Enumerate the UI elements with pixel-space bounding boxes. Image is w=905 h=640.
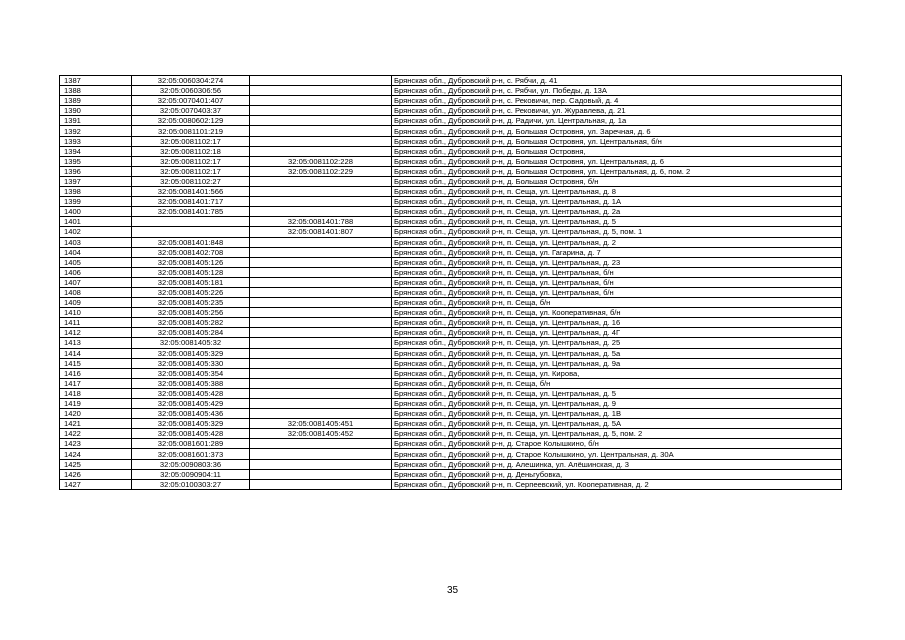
row-number-cell: 1401 — [60, 217, 132, 227]
related-cadastral-number-cell — [250, 409, 392, 419]
cadastral-number-cell: 32:05:0081405:282 — [132, 318, 250, 328]
address-cell: Брянская обл., Дубровский р-н, п. Сеща, ул. Центральная, д. 2а — [392, 207, 842, 217]
address-cell: Брянская обл., Дубровский р-н, п. Сеща, ул. Центральная, б/н — [392, 277, 842, 287]
table-row — [60, 126, 842, 136]
cadastral-number-cell: 32:05:0090803:36 — [132, 459, 250, 469]
cadastral-number-cell: 32:05:0081405:388 — [132, 378, 250, 388]
row-number-cell: 1406 — [60, 267, 132, 277]
table-row — [60, 338, 842, 348]
cadastral-number-cell: 32:05:0060304:274 — [132, 76, 250, 86]
related-cadastral-number-cell — [250, 439, 392, 449]
table-row — [60, 76, 842, 86]
table-row — [60, 469, 842, 479]
row-number-cell: 1420 — [60, 409, 132, 419]
row-number-cell: 1388 — [60, 86, 132, 96]
related-cadastral-number-cell: 32:05:0081405:452 — [250, 429, 392, 439]
related-cadastral-number-cell — [250, 207, 392, 217]
cadastral-number-cell: 32:05:0081405:256 — [132, 308, 250, 318]
table-row — [60, 217, 842, 227]
table-row — [60, 86, 842, 96]
row-number-cell: 1399 — [60, 197, 132, 207]
address-cell: Брянская обл., Дубровский р-н, п. Сеща, ул. Центральная, б/н — [392, 267, 842, 277]
cadastral-number-cell — [132, 227, 250, 237]
cadastral-number-cell: 32:05:0090904:11 — [132, 469, 250, 479]
address-cell: Брянская обл., Дубровский р-н, с. Рябчи, ул. Победы, д. 13А — [392, 86, 842, 96]
cadastral-number-cell: 32:05:0081101:219 — [132, 126, 250, 136]
cadastral-number-cell: 32:05:0100303:27 — [132, 479, 250, 489]
related-cadastral-number-cell — [250, 126, 392, 136]
related-cadastral-number-cell: 32:05:0081102:228 — [250, 156, 392, 166]
registry-table-body — [60, 76, 842, 490]
address-cell: Брянская обл., Дубровский р-н, д. Старое Колышкино, б/н — [392, 439, 842, 449]
related-cadastral-number-cell — [250, 328, 392, 338]
related-cadastral-number-cell — [250, 368, 392, 378]
cadastral-number-cell: 32:05:0081405:284 — [132, 328, 250, 338]
cadastral-number-cell: 32:05:0081405:329 — [132, 348, 250, 358]
row-number-cell: 1395 — [60, 156, 132, 166]
cadastral-number-cell: 32:05:0081405:32 — [132, 338, 250, 348]
row-number-cell: 1393 — [60, 136, 132, 146]
address-cell: Брянская обл., Дубровский р-н, п. Сеща, ул. Кирова, — [392, 368, 842, 378]
related-cadastral-number-cell — [250, 459, 392, 469]
related-cadastral-number-cell — [250, 308, 392, 318]
table-row — [60, 358, 842, 368]
cadastral-number-cell: 32:05:0081401:717 — [132, 197, 250, 207]
address-cell: Брянская обл., Дубровский р-н, п. Сеща, ул. Кооперативная, б/н — [392, 308, 842, 318]
related-cadastral-number-cell — [250, 267, 392, 277]
row-number-cell: 1411 — [60, 318, 132, 328]
address-cell: Брянская обл., Дубровский р-н, п. Сеща, ул. Центральная, д. 9а — [392, 358, 842, 368]
address-cell: Брянская обл., Дубровский р-н, п. Сеща, ул. Центральная, д. 5 — [392, 388, 842, 398]
cadastral-number-cell: 32:05:0081405:354 — [132, 368, 250, 378]
related-cadastral-number-cell — [250, 338, 392, 348]
cadastral-number-cell: 32:05:0081405:126 — [132, 257, 250, 267]
address-cell: Брянская обл., Дубровский р-н, п. Сеща, ул. Центральная, д. 2 — [392, 237, 842, 247]
row-number-cell: 1409 — [60, 298, 132, 308]
related-cadastral-number-cell — [250, 399, 392, 409]
related-cadastral-number-cell — [250, 257, 392, 267]
row-number-cell: 1410 — [60, 308, 132, 318]
table-row — [60, 449, 842, 459]
row-number-cell: 1402 — [60, 227, 132, 237]
cadastral-number-cell: 32:05:0081405:226 — [132, 287, 250, 297]
table-row — [60, 419, 842, 429]
cadastral-number-cell: 32:05:0081405:128 — [132, 267, 250, 277]
address-cell: Брянская обл., Дубровский р-н, п. Сеща, ул. Центральная, д. 5А — [392, 419, 842, 429]
row-number-cell: 1405 — [60, 257, 132, 267]
registry-table — [59, 75, 842, 490]
address-cell: Брянская обл., Дубровский р-н, д. Алешинка, ул. Алёшинская, д. 3 — [392, 459, 842, 469]
table-row — [60, 237, 842, 247]
table-row — [60, 298, 842, 308]
address-cell: Брянская обл., Дубровский р-н, п. Сеща, ул. Центральная, д. 8 — [392, 187, 842, 197]
row-number-cell: 1400 — [60, 207, 132, 217]
related-cadastral-number-cell — [250, 237, 392, 247]
row-number-cell: 1425 — [60, 459, 132, 469]
related-cadastral-number-cell — [250, 197, 392, 207]
related-cadastral-number-cell — [250, 106, 392, 116]
table-row — [60, 318, 842, 328]
table-row — [60, 176, 842, 186]
row-number-cell: 1417 — [60, 378, 132, 388]
table-row — [60, 197, 842, 207]
cadastral-number-cell: 32:05:0081402:708 — [132, 247, 250, 257]
related-cadastral-number-cell — [250, 136, 392, 146]
address-cell: Брянская обл., Дубровский р-н, д. Деньгубовка, — [392, 469, 842, 479]
row-number-cell: 1398 — [60, 187, 132, 197]
table-row — [60, 227, 842, 237]
address-cell: Брянская обл., Дубровский р-н, д. Большая Островня, ул. Центральная, б/н — [392, 136, 842, 146]
table-row — [60, 459, 842, 469]
table-row — [60, 257, 842, 267]
row-number-cell: 1416 — [60, 368, 132, 378]
row-number-cell: 1387 — [60, 76, 132, 86]
row-number-cell: 1397 — [60, 176, 132, 186]
address-cell: Брянская обл., Дубровский р-н, д. Большая Островня, ул. Центральная, д. 6 — [392, 156, 842, 166]
address-cell: Брянская обл., Дубровский р-н, п. Сеща, ул. Центральная, д. 5, пом. 2 — [392, 429, 842, 439]
address-cell: Брянская обл., Дубровский р-н, п. Сеща, ул. Центральная, д. 9 — [392, 399, 842, 409]
row-number-cell: 1412 — [60, 328, 132, 338]
related-cadastral-number-cell — [250, 449, 392, 459]
related-cadastral-number-cell — [250, 469, 392, 479]
row-number-cell: 1423 — [60, 439, 132, 449]
table-row — [60, 187, 842, 197]
related-cadastral-number-cell — [250, 247, 392, 257]
row-number-cell: 1414 — [60, 348, 132, 358]
table-row — [60, 277, 842, 287]
related-cadastral-number-cell — [250, 358, 392, 368]
row-number-cell: 1427 — [60, 479, 132, 489]
cadastral-number-cell: 32:05:0081405:235 — [132, 298, 250, 308]
row-number-cell: 1391 — [60, 116, 132, 126]
related-cadastral-number-cell — [250, 86, 392, 96]
cadastral-number-cell: 32:05:0081102:17 — [132, 136, 250, 146]
table-row — [60, 146, 842, 156]
address-cell: Брянская обл., Дубровский р-н, п. Сеща, ул. Центральная, д. 5, пом. 1 — [392, 227, 842, 237]
row-number-cell: 1415 — [60, 358, 132, 368]
address-cell: Брянская обл., Дубровский р-н, д. Большая Островня, б/н — [392, 176, 842, 186]
table-row — [60, 308, 842, 318]
related-cadastral-number-cell — [250, 76, 392, 86]
cadastral-number-cell — [132, 217, 250, 227]
cadastral-number-cell: 32:05:0081102:27 — [132, 176, 250, 186]
table-row — [60, 409, 842, 419]
table-row — [60, 106, 842, 116]
address-cell: Брянская обл., Дубровский р-н, д. Радичи, ул. Центральная, д. 1а — [392, 116, 842, 126]
address-cell: Брянская обл., Дубровский р-н, п. Сеща, б/н — [392, 298, 842, 308]
row-number-cell: 1396 — [60, 166, 132, 176]
table-row — [60, 267, 842, 277]
related-cadastral-number-cell — [250, 116, 392, 126]
address-cell: Брянская обл., Дубровский р-н, п. Сеща, ул. Центральная, д. 1А — [392, 197, 842, 207]
table-row — [60, 96, 842, 106]
address-cell: Брянская обл., Дубровский р-н, п. Сеща, ул. Центральная, д. 5а — [392, 348, 842, 358]
row-number-cell: 1389 — [60, 96, 132, 106]
table-row — [60, 156, 842, 166]
related-cadastral-number-cell: 32:05:0081405:451 — [250, 419, 392, 429]
cadastral-number-cell: 32:05:0081102:17 — [132, 156, 250, 166]
table-row — [60, 429, 842, 439]
table-row — [60, 247, 842, 257]
table-row — [60, 399, 842, 409]
table-row — [60, 378, 842, 388]
address-cell: Брянская обл., Дубровский р-н, п. Сеща, ул. Центральная, д. 25 — [392, 338, 842, 348]
address-cell: Брянская обл., Дубровский р-н, д. Большая Островня, ул. Центральная, д. 6, пом. 2 — [392, 166, 842, 176]
table-row — [60, 136, 842, 146]
address-cell: Брянская обл., Дубровский р-н, п. Сеща, ул. Центральная, б/н — [392, 287, 842, 297]
cadastral-number-cell: 32:05:0081401:785 — [132, 207, 250, 217]
row-number-cell: 1418 — [60, 388, 132, 398]
related-cadastral-number-cell: 32:05:0081102:229 — [250, 166, 392, 176]
related-cadastral-number-cell — [250, 146, 392, 156]
cadastral-number-cell: 32:05:0081405:436 — [132, 409, 250, 419]
related-cadastral-number-cell — [250, 378, 392, 388]
row-number-cell: 1390 — [60, 106, 132, 116]
related-cadastral-number-cell — [250, 187, 392, 197]
address-cell: Брянская обл., Дубровский р-н, п. Сеща, ул. Центральная, д. 16 — [392, 318, 842, 328]
table-row — [60, 328, 842, 338]
cadastral-number-cell: 32:05:0081405:428 — [132, 388, 250, 398]
cadastral-number-cell: 32:05:0070403:37 — [132, 106, 250, 116]
cadastral-number-cell: 32:05:0060306:56 — [132, 86, 250, 96]
related-cadastral-number-cell — [250, 298, 392, 308]
cadastral-number-cell: 32:05:0081405:181 — [132, 277, 250, 287]
row-number-cell: 1404 — [60, 247, 132, 257]
row-number-cell: 1394 — [60, 146, 132, 156]
address-cell: Брянская обл., Дубровский р-н, д. Старое Колышкино, ул. Центральная, д. 30А — [392, 449, 842, 459]
table-row — [60, 368, 842, 378]
table-row — [60, 116, 842, 126]
related-cadastral-number-cell — [250, 287, 392, 297]
cadastral-number-cell: 32:05:0081102:18 — [132, 146, 250, 156]
related-cadastral-number-cell — [250, 176, 392, 186]
page-number: 35 — [446, 585, 459, 596]
address-cell: Брянская обл., Дубровский р-н, с. Рековичи, пер. Садовый, д. 4 — [392, 96, 842, 106]
address-cell: Брянская обл., Дубровский р-н, с. Рековичи, ул. Журавлева, д. 21 — [392, 106, 842, 116]
row-number-cell: 1403 — [60, 237, 132, 247]
cadastral-number-cell: 32:05:0070401:407 — [132, 96, 250, 106]
row-number-cell: 1424 — [60, 449, 132, 459]
address-cell: Брянская обл., Дубровский р-н, п. Сеща, ул. Центральная, д. 1В — [392, 409, 842, 419]
address-cell: Брянская обл., Дубровский р-н, п. Сеща, ул. Гагарина, д. 7 — [392, 247, 842, 257]
address-cell: Брянская обл., Дубровский р-н, п. Сеща, ул. Центральная, д. 4Г — [392, 328, 842, 338]
table-row — [60, 388, 842, 398]
related-cadastral-number-cell: 32:05:0081401:788 — [250, 217, 392, 227]
table-row — [60, 166, 842, 176]
cadastral-number-cell: 32:05:0081401:566 — [132, 187, 250, 197]
cadastral-number-cell: 32:05:0081405:428 — [132, 429, 250, 439]
address-cell: Брянская обл., Дубровский р-н, п. Сеща, ул. Центральная, д. 5 — [392, 217, 842, 227]
row-number-cell: 1421 — [60, 419, 132, 429]
related-cadastral-number-cell — [250, 388, 392, 398]
address-cell: Брянская обл., Дубровский р-н, д. Большая Островня, — [392, 146, 842, 156]
related-cadastral-number-cell — [250, 479, 392, 489]
row-number-cell: 1408 — [60, 287, 132, 297]
cadastral-number-cell: 32:05:0081601:289 — [132, 439, 250, 449]
table-row — [60, 479, 842, 489]
table-row — [60, 439, 842, 449]
row-number-cell: 1392 — [60, 126, 132, 136]
row-number-cell: 1407 — [60, 277, 132, 287]
related-cadastral-number-cell: 32:05:0081401:807 — [250, 227, 392, 237]
table-row — [60, 287, 842, 297]
related-cadastral-number-cell — [250, 277, 392, 287]
cadastral-number-cell: 32:05:0081401:848 — [132, 237, 250, 247]
cadastral-number-cell: 32:05:0081405:330 — [132, 358, 250, 368]
cadastral-number-cell: 32:05:0081405:329 — [132, 419, 250, 429]
address-cell: Брянская обл., Дубровский р-н, п. Серпеевский, ул. Кооперативная, д. 2 — [392, 479, 842, 489]
row-number-cell: 1426 — [60, 469, 132, 479]
row-number-cell: 1419 — [60, 399, 132, 409]
table-row — [60, 348, 842, 358]
related-cadastral-number-cell — [250, 348, 392, 358]
cadastral-number-cell: 32:05:0080602:129 — [132, 116, 250, 126]
address-cell: Брянская обл., Дубровский р-н, п. Сеща, б/н — [392, 378, 842, 388]
cadastral-number-cell: 32:05:0081102:17 — [132, 166, 250, 176]
cadastral-number-cell: 32:05:0081405:429 — [132, 399, 250, 409]
cadastral-number-cell: 32:05:0081601:373 — [132, 449, 250, 459]
related-cadastral-number-cell — [250, 318, 392, 328]
row-number-cell: 1422 — [60, 429, 132, 439]
address-cell: Брянская обл., Дубровский р-н, д. Большая Островня, ул. Заречная, д. 6 — [392, 126, 842, 136]
address-cell: Брянская обл., Дубровский р-н, с. Рябчи, д. 41 — [392, 76, 842, 86]
row-number-cell: 1413 — [60, 338, 132, 348]
table-row — [60, 207, 842, 217]
address-cell: Брянская обл., Дубровский р-н, п. Сеща, ул. Центральная, д. 23 — [392, 257, 842, 267]
related-cadastral-number-cell — [250, 96, 392, 106]
